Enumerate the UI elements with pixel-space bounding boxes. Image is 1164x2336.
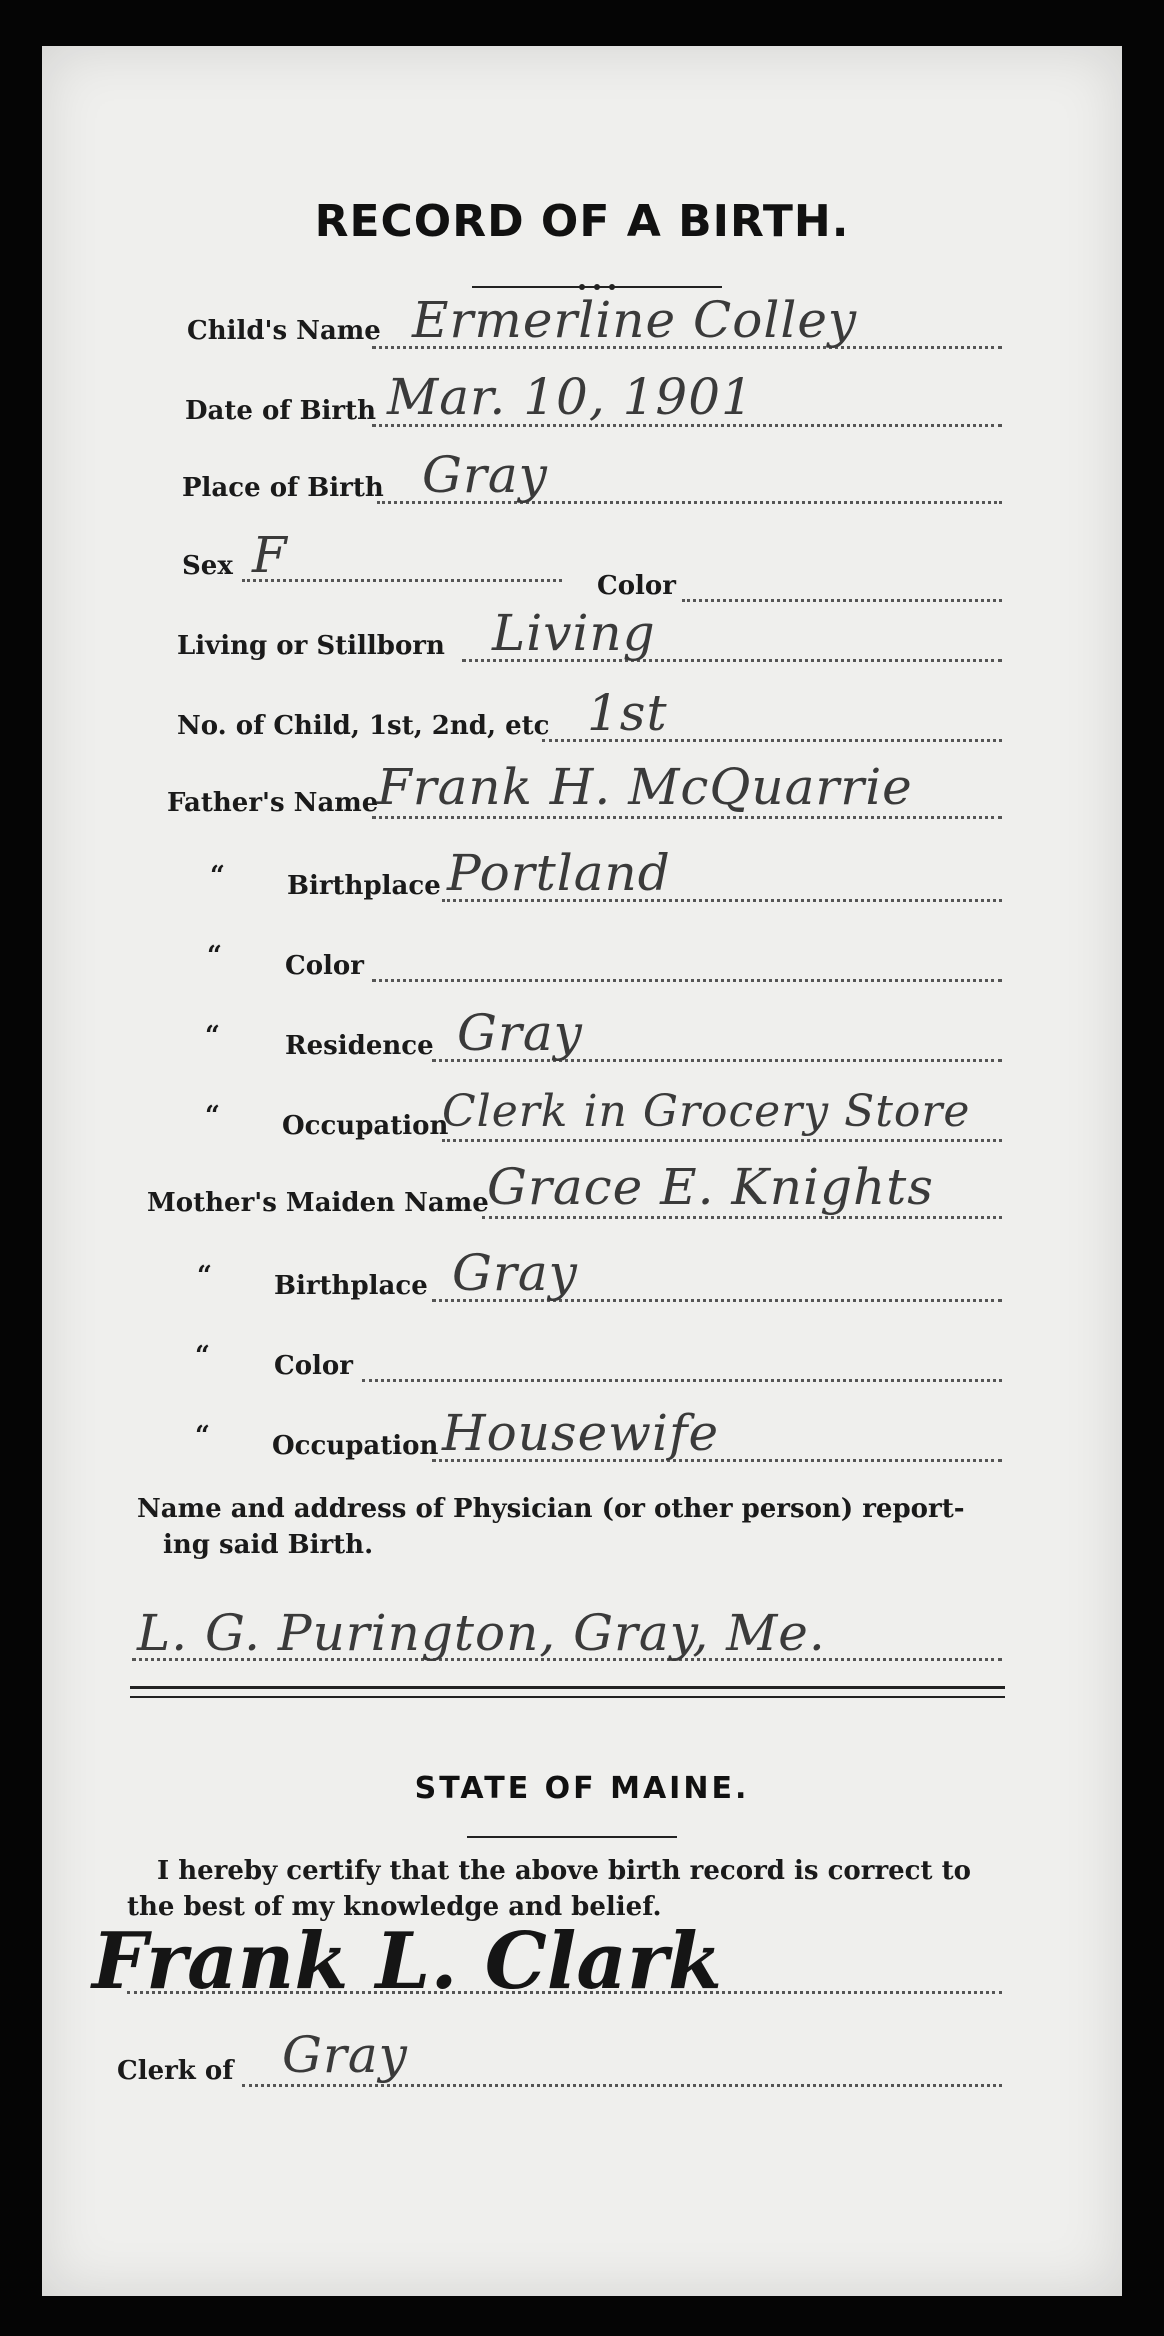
clerk-of-line — [242, 2084, 1002, 2087]
date-of-birth-label: Date of Birth — [185, 396, 377, 426]
certification-line1: I hereby certify that the above birth record is correct to — [157, 1856, 971, 1886]
sex-value: F — [252, 526, 288, 584]
fathers-name-value: Frank H. McQuarrie — [377, 758, 913, 816]
father-residence-value: Gray — [457, 1004, 583, 1062]
place-of-birth-label: Place of Birth — [182, 473, 384, 503]
place-of-birth-value: Gray — [422, 446, 548, 504]
clerk-town-value: Gray — [282, 2026, 408, 2084]
double-rule-top — [130, 1686, 1005, 1689]
father-birthplace-label: Birthplace — [287, 871, 441, 901]
fathers-name-label: Father's Name — [167, 788, 379, 818]
mother-birthplace-value: Gray — [452, 1244, 578, 1302]
mothers-maiden-name-value: Grace E. Knights — [487, 1158, 934, 1216]
childs-name-label: Child's Name — [187, 316, 381, 346]
father-occupation-value: Clerk in Grocery Store — [442, 1086, 971, 1137]
ditto-mark: “ — [195, 1421, 210, 1451]
signature-line — [127, 1991, 1002, 1994]
ditto-mark: “ — [205, 1101, 220, 1131]
father-occupation-label: Occupation — [282, 1111, 449, 1141]
father-color-line — [372, 979, 1002, 982]
childs-name-value: Ermerline Colley — [412, 291, 858, 349]
no-of-child-value: 1st — [587, 684, 668, 742]
ditto-mark: “ — [205, 1021, 220, 1051]
certification-text — [127, 1853, 1047, 1925]
ditto-mark: “ — [195, 1341, 210, 1371]
state-underline — [467, 1836, 677, 1838]
mothers-maiden-name-line — [482, 1216, 1002, 1219]
document-title: RECORD OF A BIRTH. — [314, 196, 850, 247]
ditto-mark: “ — [210, 861, 225, 891]
color-label: Color — [597, 571, 676, 601]
mother-birthplace-label: Birthplace — [274, 1271, 428, 1301]
physician-label — [137, 1491, 1037, 1563]
no-of-child-label: No. of Child, 1st, 2nd, etc — [177, 711, 550, 741]
sex-line — [242, 579, 562, 582]
ditto-mark: “ — [197, 1261, 212, 1291]
ditto-mark: “ — [207, 941, 222, 971]
mother-occupation-label: Occupation — [272, 1431, 439, 1461]
date-of-birth-value: Mar. 10, 1901 — [387, 368, 754, 426]
father-residence-label: Residence — [285, 1031, 434, 1061]
living-or-stillborn-value: Living — [492, 604, 656, 662]
fathers-name-line — [372, 816, 1002, 819]
birth-record-card — [42, 46, 1122, 2296]
sex-label: Sex — [182, 551, 233, 581]
father-color-label: Color — [285, 951, 364, 981]
clerk-signature: Frank L. Clark — [92, 1916, 723, 2007]
father-birthplace-value: Portland — [447, 844, 671, 902]
color-line — [682, 599, 1002, 602]
mother-color-line — [362, 1379, 1002, 1382]
state-heading: STATE OF MAINE. — [414, 1771, 750, 1806]
mother-color-label: Color — [274, 1351, 353, 1381]
father-occupation-line — [442, 1139, 1002, 1142]
mother-occupation-value: Housewife — [442, 1404, 720, 1462]
clerk-of-label: Clerk of — [117, 2056, 234, 2086]
mothers-maiden-name-label: Mother's Maiden Name — [147, 1188, 489, 1218]
living-or-stillborn-label: Living or Stillborn — [177, 631, 445, 661]
double-rule-bottom — [130, 1696, 1005, 1698]
physician-label-line1: Name and address of Physician (or other person) report- — [137, 1494, 965, 1524]
physician-value: L. G. Purington, Gray, Me. — [137, 1604, 826, 1662]
certification-line2: the best of my knowledge and belief. — [127, 1892, 662, 1922]
physician-label-line2: ing said Birth. — [163, 1530, 374, 1560]
